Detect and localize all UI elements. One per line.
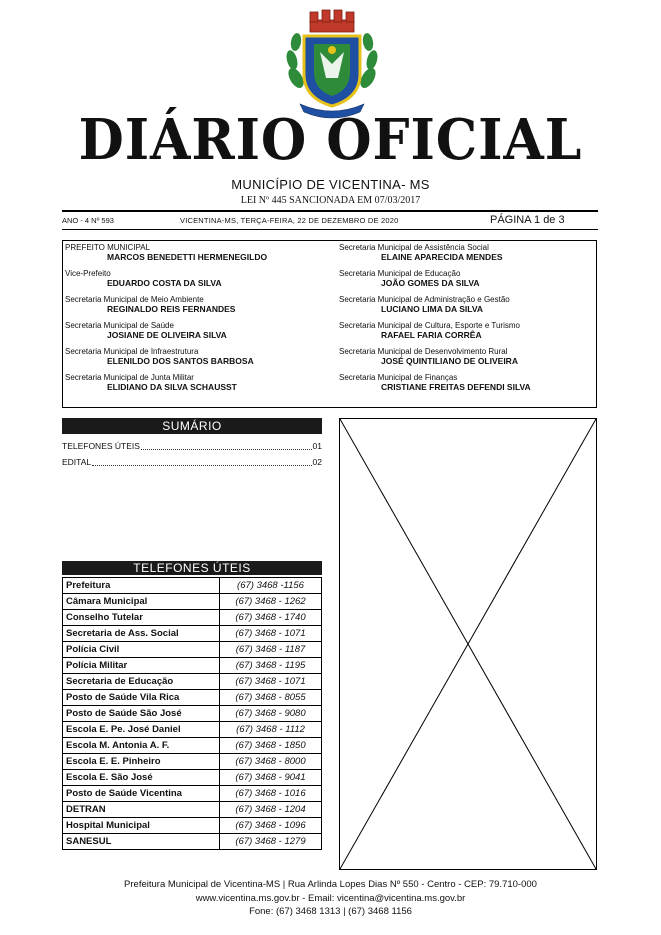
footer — [0, 878, 661, 919]
phone-number: (67) 3468 - 1187 — [220, 642, 322, 658]
sumario-item-label: EDITAL — [62, 457, 92, 467]
table-row — [63, 722, 322, 738]
sumario-list — [62, 438, 322, 470]
phone-entity-name: Câmara Municipal — [63, 594, 220, 610]
dateline: VICENTINA-MS, TERÇA-FEIRA, 22 DE DEZEMBRO DE 2020 — [180, 216, 399, 225]
officials-left-column — [65, 243, 335, 399]
official-name: CRISTIANE FREITAS DEFENDI SILVA — [381, 382, 531, 392]
official-name: REGINALDO REIS FERNANDES — [107, 304, 236, 314]
image-placeholder — [339, 418, 597, 870]
table-row — [63, 706, 322, 722]
phone-entity-name: Escola E. São José — [63, 770, 220, 786]
phone-entity-name: SANESUL — [63, 834, 220, 850]
edition-number: ANO - 4 Nº 593 — [62, 216, 114, 225]
placeholder-cross-icon — [340, 419, 596, 869]
table-row — [63, 594, 322, 610]
official-role: Secretaria Municipal de Assistência Social — [339, 243, 489, 252]
dot-leader — [141, 438, 312, 450]
phone-number: (67) 3468 - 9041 — [220, 770, 322, 786]
page-number: PÁGINA 1 de 3 — [490, 214, 565, 226]
table-row — [63, 738, 322, 754]
phone-entity-name: Secretaria de Ass. Social — [63, 626, 220, 642]
officials-right-column — [339, 243, 595, 399]
official-name: EDUARDO COSTA DA SILVA — [107, 278, 222, 288]
phone-entity-name: Escola E. E. Pinheiro — [63, 754, 220, 770]
official-role: Secretaria Municipal de Meio Ambiente — [65, 295, 204, 304]
header-rule-bottom — [62, 229, 598, 230]
official-name: JOÃO GOMES DA SILVA — [381, 278, 480, 288]
phone-number: (67) 3468 - 1096 — [220, 818, 322, 834]
phone-entity-name: Prefeitura — [63, 578, 220, 594]
footer-address: Prefeitura Municipal de Vicentina-MS | Rua Arlinda Lopes Dias Nº 550 - Centro - CEP: 79.710-000 — [124, 879, 537, 890]
footer-web: www.vicentina.ms.gov.br - Email: vicentina@vicentina.ms.gov.br — [195, 892, 466, 904]
phone-number: (67) 3468 - 9080 — [220, 706, 322, 722]
phone-number: (67) 3468 - 8000 — [220, 754, 322, 770]
phone-number: (67) 3468 - 1262 — [220, 594, 322, 610]
phone-number: (67) 3468 - 1016 — [220, 786, 322, 802]
phone-entity-name: Polícia Militar — [63, 658, 220, 674]
official-name: ELAINE APARECIDA MENDES — [381, 252, 503, 262]
official-role: Secretaria Municipal de Educação — [339, 269, 461, 278]
municipio-subtitle: MUNICÍPIO DE VICENTINA- MS — [231, 177, 430, 192]
official-name: MARCOS BENEDETTI HERMENEGILDO — [107, 252, 268, 262]
official-role: Secretaria Municipal de Desenvolvimento Rural — [339, 347, 508, 356]
phone-entity-name: Posto de Saúde Vila Rica — [63, 690, 220, 706]
sumario-item-page: 01 — [312, 441, 322, 451]
official-role: Secretaria Municipal de Infraestrutura — [65, 347, 199, 356]
dot-leader — [92, 454, 311, 466]
sumario-heading: SUMÁRIO — [62, 418, 322, 434]
table-row — [63, 658, 322, 674]
phone-entity-name: Polícia Civil — [63, 642, 220, 658]
table-row — [63, 610, 322, 626]
table-row — [63, 690, 322, 706]
sumario-item-label: TELEFONES ÚTEIS — [62, 441, 140, 451]
phone-number: (67) 3468 - 1204 — [220, 802, 322, 818]
phone-number: (67) 3468 - 1071 — [220, 626, 322, 642]
table-row — [63, 770, 322, 786]
phone-number: (67) 3468 - 1850 — [220, 738, 322, 754]
officials-box — [62, 240, 597, 408]
phone-entity-name: Hospital Municipal — [63, 818, 220, 834]
sumario-item[interactable] — [62, 454, 322, 470]
phone-number: (67) 3468 - 1112 — [220, 722, 322, 738]
official-name: RAFAEL FARIA CORRÊA — [381, 330, 482, 340]
phone-entity-name: Escola E. Pe. José Daniel — [63, 722, 220, 738]
phone-number: (67) 3468 - 1279 — [220, 834, 322, 850]
sumario-item-page: 02 — [312, 457, 322, 467]
official-role: Secretaria Municipal de Cultura, Esporte e Turismo — [339, 321, 520, 330]
phone-number: (67) 3468 - 1740 — [220, 610, 322, 626]
table-row — [63, 754, 322, 770]
official-role: Secretaria Municipal de Junta Militar — [65, 373, 194, 382]
table-row — [63, 834, 322, 850]
phone-number: (67) 3468 - 8055 — [220, 690, 322, 706]
coat-of-arms-icon — [282, 8, 382, 120]
table-row — [63, 786, 322, 802]
official-name: JOSÉ QUINTILIANO DE OLIVEIRA — [381, 356, 518, 366]
official-name: JOSIANE DE OLIVEIRA SILVA — [107, 330, 227, 340]
phone-entity-name: Posto de Saúde Vicentina — [63, 786, 220, 802]
table-row — [63, 578, 322, 594]
phone-entity-name: Conselho Tutelar — [63, 610, 220, 626]
phone-number: (67) 3468 - 1071 — [220, 674, 322, 690]
official-name: LUCIANO LIMA DA SILVA — [381, 304, 483, 314]
official-role: PREFEITO MUNICIPAL — [65, 243, 151, 252]
masthead-title: DIÁRIO OFICIAL — [78, 107, 583, 173]
phone-number: (67) 3468 - 1195 — [220, 658, 322, 674]
phone-entity-name: Posto de Saúde São José — [63, 706, 220, 722]
official-name: ELIDIANO DA SILVA SCHAUSST — [107, 382, 237, 392]
official-role: Vice-Prefeito — [65, 269, 111, 278]
phone-number: (67) 3468 -1156 — [220, 578, 322, 594]
law-line: LEI Nº 445 SANCIONADA EM 07/03/2017 — [240, 195, 421, 206]
phone-entity-name: DETRAN — [63, 802, 220, 818]
phone-entity-name: Escola M. Antonia A. F. — [63, 738, 220, 754]
table-row — [63, 642, 322, 658]
footer-phone: Fone: (67) 3468 1313 | (67) 3468 1156 — [249, 906, 412, 917]
telefones-heading: TELEFONES ÚTEIS — [62, 561, 322, 575]
official-name: ELENILDO DOS SANTOS BARBOSA — [107, 356, 254, 366]
telefones-table — [62, 577, 322, 850]
official-role: Secretaria Municipal de Finanças — [339, 373, 458, 382]
table-row — [63, 626, 322, 642]
table-row — [63, 802, 322, 818]
header-rule-top — [62, 210, 598, 212]
sumario-item[interactable] — [62, 438, 322, 454]
official-role: Secretaria Municipal de Administração e Gestão — [339, 295, 510, 304]
official-role: Secretaria Municipal de Saúde — [65, 321, 174, 330]
table-row — [63, 818, 322, 834]
table-row — [63, 674, 322, 690]
phone-entity-name: Secretaria de Educação — [63, 674, 220, 690]
